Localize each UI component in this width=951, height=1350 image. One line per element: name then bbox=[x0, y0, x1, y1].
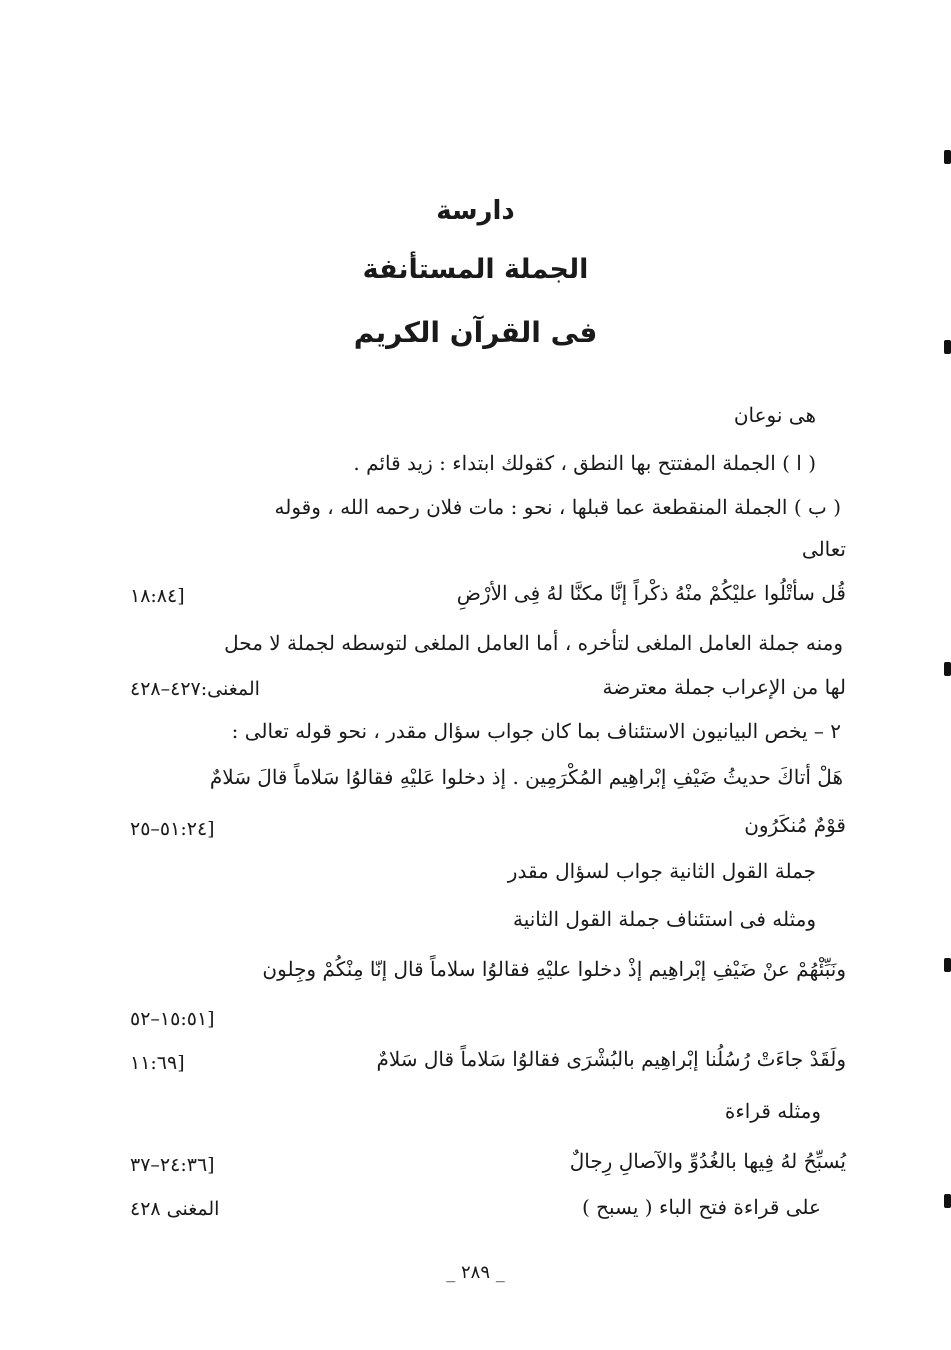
scan-edge-mark bbox=[944, 958, 951, 972]
item-a: ( ا ) الجملة المفتتح بها النطق ، كقولك ابتداء : زيد قائم . bbox=[353, 451, 816, 475]
mughni-ref-1: المغنى:٤٢٧–٤٢٨ bbox=[130, 678, 260, 700]
title-line-3: فى القرآن الكريم bbox=[353, 316, 598, 349]
scan-edge-mark bbox=[944, 340, 951, 354]
note-3: ومثله قراءة bbox=[724, 1099, 821, 1123]
mughni-ref-2: المغنى ٤٢٨ bbox=[130, 1198, 220, 1220]
intro-line: هى نوعان bbox=[733, 403, 816, 427]
quran-verse-1: قُل سأتْلُوا عليْكُمْ منْهُ ذكْراً إنَّا مكنَّا لهُ فِى الأرْضِ bbox=[456, 581, 846, 605]
verse-ref-3: [١٥:٥١–٥٢ bbox=[130, 1008, 215, 1030]
paragraph-1-line-1: ومنه جملة العامل الملغى لتأخره ، أما العامل الملغى لتوسطه لجملة لا محل bbox=[224, 631, 843, 655]
paragraph-2-line-1: ٢ – يخص البيانيون الاستئناف بما كان جواب سؤال مقدر ، نحو قوله تعالى : bbox=[231, 719, 841, 743]
quran-verse-2-line-2: قوْمٌ مُنكَرُون bbox=[744, 813, 846, 837]
note-4: على قراءة فتح الباء ( يسبح ) bbox=[581, 1195, 821, 1219]
taala-line: تعالى bbox=[801, 537, 846, 561]
paragraph-1-line-2: لها من الإعراب جملة معترضة bbox=[602, 675, 846, 699]
scan-edge-mark bbox=[944, 1194, 951, 1208]
scan-edge-mark bbox=[944, 662, 951, 676]
scan-edge-mark bbox=[944, 150, 951, 164]
verse-ref-5: [٢٤:٣٦–٣٧ bbox=[130, 1154, 215, 1176]
verse-ref-1: [١٨:٨٤ bbox=[130, 585, 185, 607]
quran-verse-4: ولَقَدْ جاءَتْ رُسُلُنا إبْراهِيم بالبُشْرَى فقالوُا سَلاماً قال سَلامٌ bbox=[376, 1047, 846, 1071]
quran-verse-5: يُسبِّحُ لهُ فِيها بالغُدُوِّ والآصالِ رِجالٌ bbox=[569, 1149, 846, 1173]
quran-verse-2-line-1: هَلْ أتاكَ حديثُ ضَيْفِ إبْراهِيم المُكْرَمِين . إذ دخلوا عَليْهِ فقالوُا سَلاماً قالَ سَلامٌ bbox=[209, 765, 843, 789]
item-b: ( ب ) الجملة المنقطعة عما قبلها ، نحو : مات فلان رحمه الله ، وقوله bbox=[274, 495, 841, 519]
title-line-2: الجملة المستأنفة bbox=[362, 254, 589, 285]
verse-ref-4: [١١:٦٩ bbox=[130, 1052, 185, 1074]
page-number: _ ٢٨٩ _ bbox=[446, 1262, 505, 1283]
note-2: ومثله فى استئناف جملة القول الثانية bbox=[512, 907, 816, 931]
verse-ref-2: [٥١:٢٤–٢٥ bbox=[130, 818, 215, 840]
quran-verse-3: ونَبِّئْهُمْ عنْ ضَيْفِ إبْراهِيم إذْ دخلوا عليْهِ فقالوُا سلاماً قال إنّا مِنْكُمْ وجِلون bbox=[262, 957, 846, 981]
note-1: جملة القول الثانية جواب لسؤال مقدر bbox=[507, 859, 816, 883]
title-line-1: دارسة bbox=[436, 196, 515, 226]
